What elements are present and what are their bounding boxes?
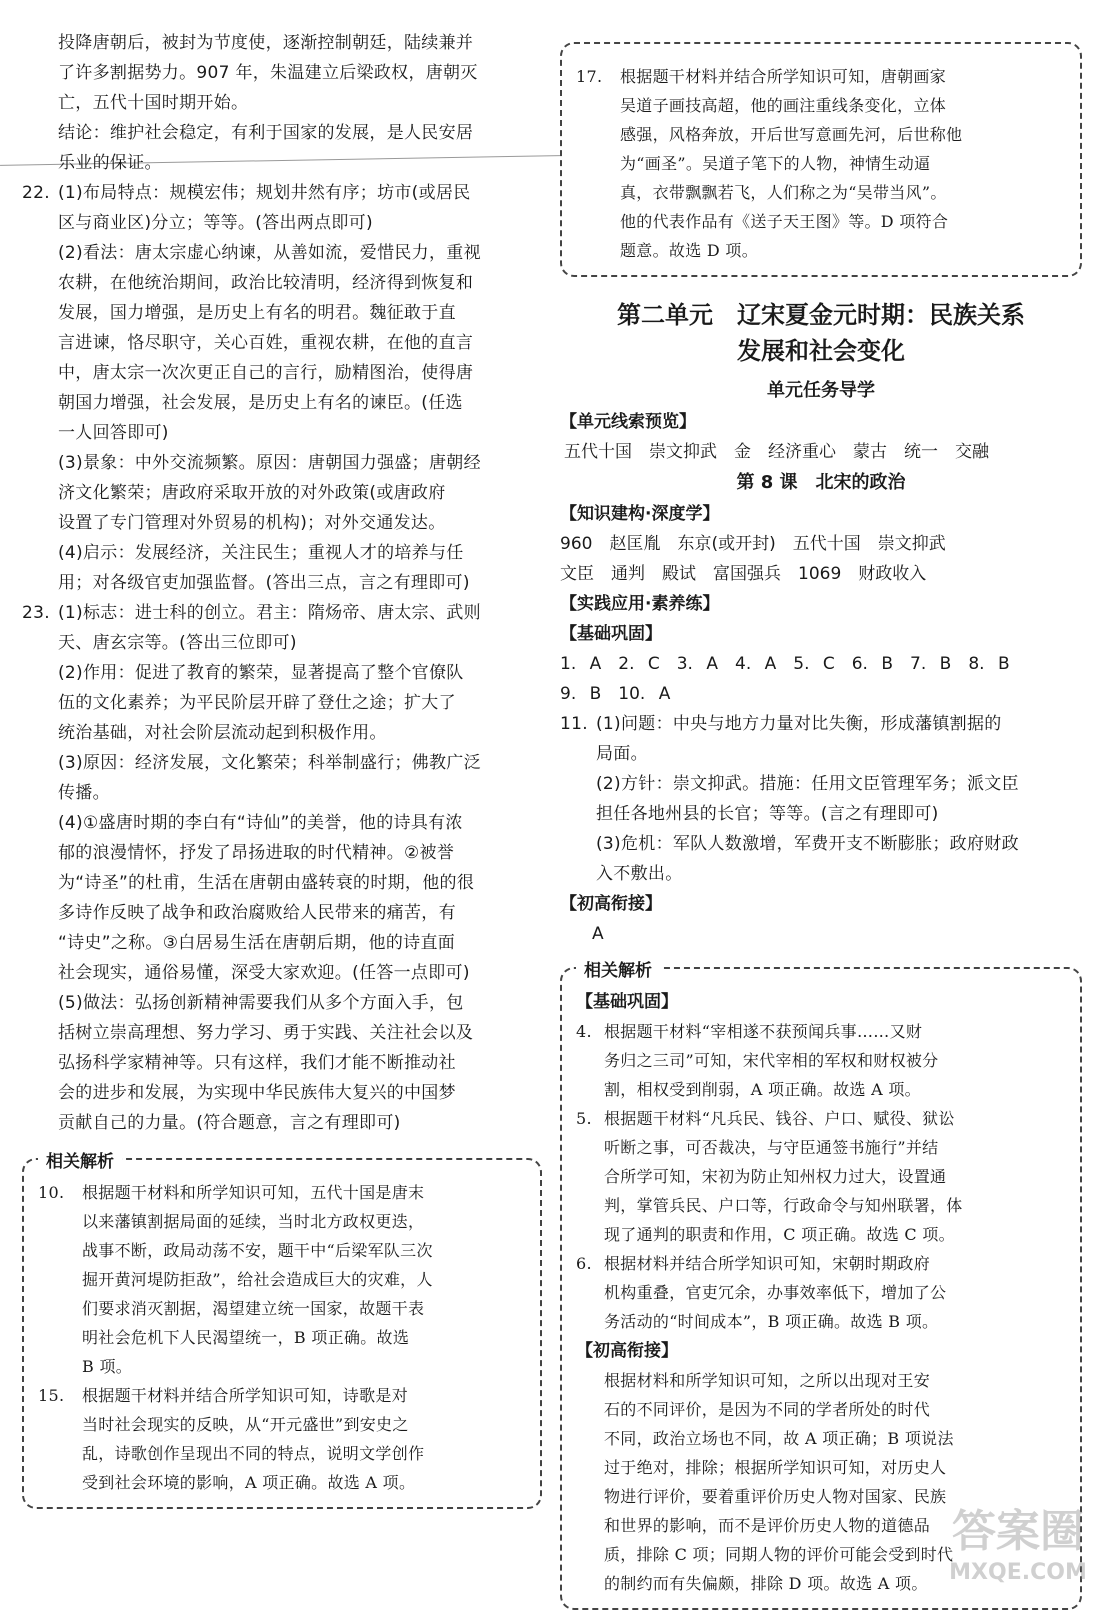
text-line: 用；对各级官吏加强监督。(答出三点，言之有理即可): [58, 573, 470, 593]
text-line: 根据题干材料并结合所学知识可知，唐朝画家: [620, 67, 947, 86]
choice-answers: 1. A 2. C 3. A 4. A 5. C 6. B 7. B 8. B: [560, 654, 1010, 674]
text-line: 题意。故选 D 项。: [620, 241, 759, 260]
text-line: 明社会危机下人民渴望统一，B 项正确。故选: [82, 1328, 410, 1347]
text-line: 局面。: [596, 744, 648, 764]
analysis-item: [38, 1381, 526, 1497]
text-line: 言进谏，恪尽职守，关心百姓，重视农耕，在他的直言: [58, 333, 474, 353]
analysis-item: [576, 62, 1066, 265]
text-line: 郁的浪漫情怀，抒发了昂扬进取的时代精神。②被誉: [58, 843, 455, 863]
question-answer: [596, 709, 1082, 889]
text-line: 农耕，在他统治期间，政治比较清明，经济得到恢复和: [58, 273, 474, 293]
text-line: 投降唐朝后，被封为节度使，逐渐控制朝廷，陆续兼并: [58, 33, 474, 53]
text-line: 统治基础，对社会阶层流动起到积极作用。: [58, 723, 387, 743]
question-number: 22.: [22, 183, 50, 203]
question-number: 15.: [38, 1386, 65, 1405]
text-line: 为“画圣”。吴道子笔下的人物，神情生动逼: [620, 154, 931, 173]
clue-keywords: 五代十国 崇文抑武 金 经济重心 蒙古 统一 交融: [564, 442, 989, 462]
task-guide-heading: 单元任务导学: [767, 380, 875, 401]
watermark-url: MXQE.COM: [949, 1560, 1087, 1585]
knowledge-keywords: 文臣 通判 殿试 富国强兵 1069 财政收入: [560, 564, 927, 584]
question-answer: [58, 598, 542, 1138]
question-11: [560, 709, 1082, 889]
question-number: 6.: [576, 1254, 592, 1273]
text-line: 战事不断，政局动荡不安，题干中“后梁军队三次: [82, 1241, 433, 1260]
text-line: 发展，国力增强，是历史上有名的明君。魏征敢于直: [58, 303, 456, 323]
text-line: (1)问题：中央与地方力量对比失衡，形成藩镇割据的: [596, 714, 1002, 734]
text-line: 受到社会环境的影响，A 项正确。故选 A 项。: [82, 1473, 416, 1492]
text-line: 区与商业区)分立；等等。(答出两点即可): [58, 213, 373, 233]
text-line: 和世界的影响，而不是评价历史人物的道德品: [604, 1516, 931, 1535]
text-line: 吴道子画技高超，他的画注重线条变化，立体: [620, 96, 947, 115]
analysis-item: [38, 1178, 526, 1381]
text-line: 割，相权受到削弱，A 项正确。故选 A 项。: [604, 1080, 921, 1099]
text-line: “诗史”之称。③白居易生活在唐朝后期，他的诗直面: [58, 933, 456, 953]
section-tag: 【单元线索预览】: [560, 412, 696, 432]
text-line: 真，衣带飘飘若飞，人们称之为“吴带当风”。: [620, 183, 947, 202]
text-line: 合所学可知，宋初为防止知州权力过大，设置通: [604, 1167, 947, 1186]
text-line: 根据题干材料“宰相遂不获预闻兵事……又财: [604, 1022, 923, 1041]
question-number: 5.: [576, 1109, 592, 1128]
text-line: 质，排除 C 项；同期人物的评价可能会受到时代: [604, 1545, 954, 1564]
question-23: [22, 598, 542, 1138]
text-line: 多诗作反映了战争和政治腐败给人民带来的痛苦，有: [58, 903, 456, 923]
right-column: [560, 42, 1082, 1610]
text-line: 现了通判的职责和作用，C 项正确。故选 C 项。: [604, 1225, 955, 1244]
analysis-text: [82, 1178, 526, 1381]
watermark-logo: 答案圈: [952, 1506, 1084, 1557]
text-line: 他的代表作品有《送子天王图》等。D 项符合: [620, 212, 949, 231]
analysis-item: [576, 1017, 1066, 1104]
question-answer: [58, 178, 542, 598]
section-tag: 【基础巩固】: [576, 992, 678, 1012]
text-line: 乐业的保证。: [58, 153, 162, 173]
text-line: 掘开黄河堤防拒敌”，给社会造成巨大的灾难，人: [82, 1270, 433, 1289]
analysis-text: [604, 1249, 1066, 1336]
section-tag: 【基础巩固】: [560, 624, 662, 644]
bridge-answer: A: [592, 924, 604, 944]
text-line: 根据题干材料和所学知识可知，五代十国是唐末: [82, 1183, 425, 1202]
analysis-text: [604, 1104, 1066, 1249]
text-line: 不同，政治立场也不同，故 A 项正确；B 项说法: [604, 1429, 954, 1448]
text-line: 结论：维护社会稳定，有利于国家的发展，是人民安居: [58, 123, 474, 143]
section-tag: 【实践应用·素养练】: [560, 594, 720, 614]
text-line: 根据题干材料并结合所学知识可知，诗歌是对: [82, 1386, 409, 1405]
text-line: 济文化繁荣；唐政府采取开放的对外政策(或唐政府: [58, 483, 446, 503]
text-line: 朝国力增强，社会发展，是历史上有名的谏臣。(任选: [58, 393, 463, 413]
question-number: 10.: [38, 1183, 65, 1202]
analysis-box: [22, 1152, 542, 1509]
text-line: 中，唐太宗一次次更正自己的言行，励精图治，使得唐: [58, 363, 474, 383]
text-line: 听断之事，可否裁决，与守臣通签书施行”并结: [604, 1138, 939, 1157]
text-line: (4)启示：发展经济，关注民生；重视人才的培养与任: [58, 543, 464, 563]
text-line: 石的不同评价，是因为不同的学者所处的时代: [604, 1400, 931, 1419]
text-line: 过于绝对，排除；根据所学知识可知，对历史人: [604, 1458, 947, 1477]
text-line: (2)作用：促进了教育的繁荣，显著提高了整个官僚队: [58, 663, 464, 683]
text-line: 根据材料并结合所学知识可知，宋朝时期政府: [604, 1254, 931, 1273]
text-line: (3)危机：军队人数激增，军费开支不断膨胀；政府财政: [596, 834, 1019, 854]
unit-title: [560, 297, 1082, 369]
question-number: 4.: [576, 1022, 592, 1041]
section-tag: 【知识建构·深度学】: [560, 504, 720, 524]
text-line: 设置了专门管理对外贸易的机构)；对外交通发达。: [58, 513, 446, 533]
analysis-box-17: [560, 42, 1082, 277]
text-line: 物进行评价，要着重评价历史人物对国家、民族: [604, 1487, 947, 1506]
text-line: (1)标志：进士科的创立。君主：隋炀帝、唐太宗、武则: [58, 603, 481, 623]
text-line: 亡，五代十国时期开始。: [58, 93, 249, 113]
section-tag: 【初高衔接】: [560, 894, 662, 914]
text-line: (2)方针：崇文抑武。措施：任用文臣管理军务；派文臣: [596, 774, 1019, 794]
text-line: B 项。: [82, 1357, 133, 1376]
section-tag: 【初高衔接】: [576, 1341, 678, 1361]
unit-title-line: 发展和社会变化: [737, 337, 905, 365]
text-line: 根据题干材料“凡兵民、钱谷、户口、赋役、狱讼: [604, 1109, 955, 1128]
text-line: 传播。: [58, 783, 110, 803]
choice-answers: 9. B 10. A: [560, 684, 671, 704]
text-line: (4)①盛唐时期的李白有“诗仙”的美誉，他的诗具有浓: [58, 813, 463, 833]
site-watermark: [938, 1504, 1098, 1594]
text-line: 务活动的“时间成本”，B 项正确。故选 B 项。: [604, 1312, 939, 1331]
text-line: (5)做法：弘扬创新精神需要我们从多个方面入手，包: [58, 993, 464, 1013]
text-line: 们要求消灭割据，渴望建立统一国家，故题干表: [82, 1299, 425, 1318]
analysis-item: [576, 1249, 1066, 1336]
analysis-item: [576, 1104, 1066, 1249]
analysis-box-title: 相关解析: [38, 1147, 122, 1172]
text-line: 的制约而有失偏颇，排除 D 项。故选 A 项。: [604, 1574, 928, 1593]
knowledge-keywords: 960 赵匡胤 东京(或开封) 五代十国 崇文抑武: [560, 534, 946, 554]
question-22: [22, 178, 542, 598]
analysis-box-title: 相关解析: [576, 956, 660, 981]
text-line: 为“诗圣”的杜甫，生活在唐朝由盛转衰的时期，他的很: [58, 873, 475, 893]
text-line: 了许多割据势力。907 年，朱温建立后梁政权，唐朝灭: [58, 63, 478, 83]
text-line: 担任各地州县的长官；等等。(言之有理即可): [596, 804, 939, 824]
text-line: 贡献自己的力量。(符合题意，言之有理即可): [58, 1113, 401, 1133]
analysis-text: [620, 62, 1066, 265]
text-line: 弘扬科学家精神等。只有这样，我们才能不断推动社: [58, 1053, 456, 1073]
text-line: 伍的文化素养；为平民阶层开辟了登仕之途；扩大了: [58, 693, 456, 713]
text-line: 感强，风格奔放，开后世写意画先河，后世称他: [620, 125, 963, 144]
text-line: (2)看法：唐太宗虚心纳谏，从善如流，爱惜民力，重视: [58, 243, 481, 263]
text-line: 机构重叠，官吏冗余，办事效率低下，增加了公: [604, 1283, 947, 1302]
text-line: 一人回答即可): [58, 423, 169, 443]
analysis-text: [604, 1017, 1066, 1104]
text-line: 乱，诗歌创作呈现出不同的特点，说明文学创作: [82, 1444, 425, 1463]
lesson-title: 第 8 课 北宋的政治: [736, 472, 906, 493]
question-number: 23.: [22, 603, 50, 623]
analysis-text: [82, 1381, 526, 1497]
text-line: 天、唐玄宗等。(答出三位即可): [58, 633, 297, 653]
text-line: 会的进步和发展，为实现中华民族伟大复兴的中国梦: [58, 1083, 456, 1103]
q21-continuation: [22, 28, 542, 178]
text-line: 当时社会现实的反映，从“开元盛世”到安史之: [82, 1415, 409, 1434]
text-line: 括树立崇高理想、努力学习、勇于实践、关注社会以及: [58, 1023, 474, 1043]
text-line: 入不敷出。: [596, 864, 683, 884]
left-column: [22, 28, 542, 1509]
unit-title-line: 第二单元 辽宋夏金元时期：民族关系: [617, 301, 1025, 329]
text-line: 判，掌管兵民、户口等，行政命令与知州联署，体: [604, 1196, 963, 1215]
text-line: 务归之三司”可知，宋代宰相的军权和财权被分: [604, 1051, 939, 1070]
text-line: (3)原因：经济发展，文化繁荣；科举制盛行；佛教广泛: [58, 753, 481, 773]
text-line: 社会现实，通俗易懂，深受大家欢迎。(任答一点即可): [58, 963, 470, 983]
text-line: 根据材料和所学知识可知，之所以出现对王安: [604, 1371, 931, 1390]
question-number: 17.: [576, 67, 603, 86]
text-line: (1)布局特点：规模宏伟；规划井然有序；坊市(或居民: [58, 183, 471, 203]
text-line: (3)景象：中外交流频繁。原因：唐朝国力强盛；唐朝经: [58, 453, 481, 473]
text-line: 以来藩镇割据局面的延续，当时北方政权更迭，: [82, 1212, 425, 1231]
question-number: 11.: [560, 714, 588, 734]
